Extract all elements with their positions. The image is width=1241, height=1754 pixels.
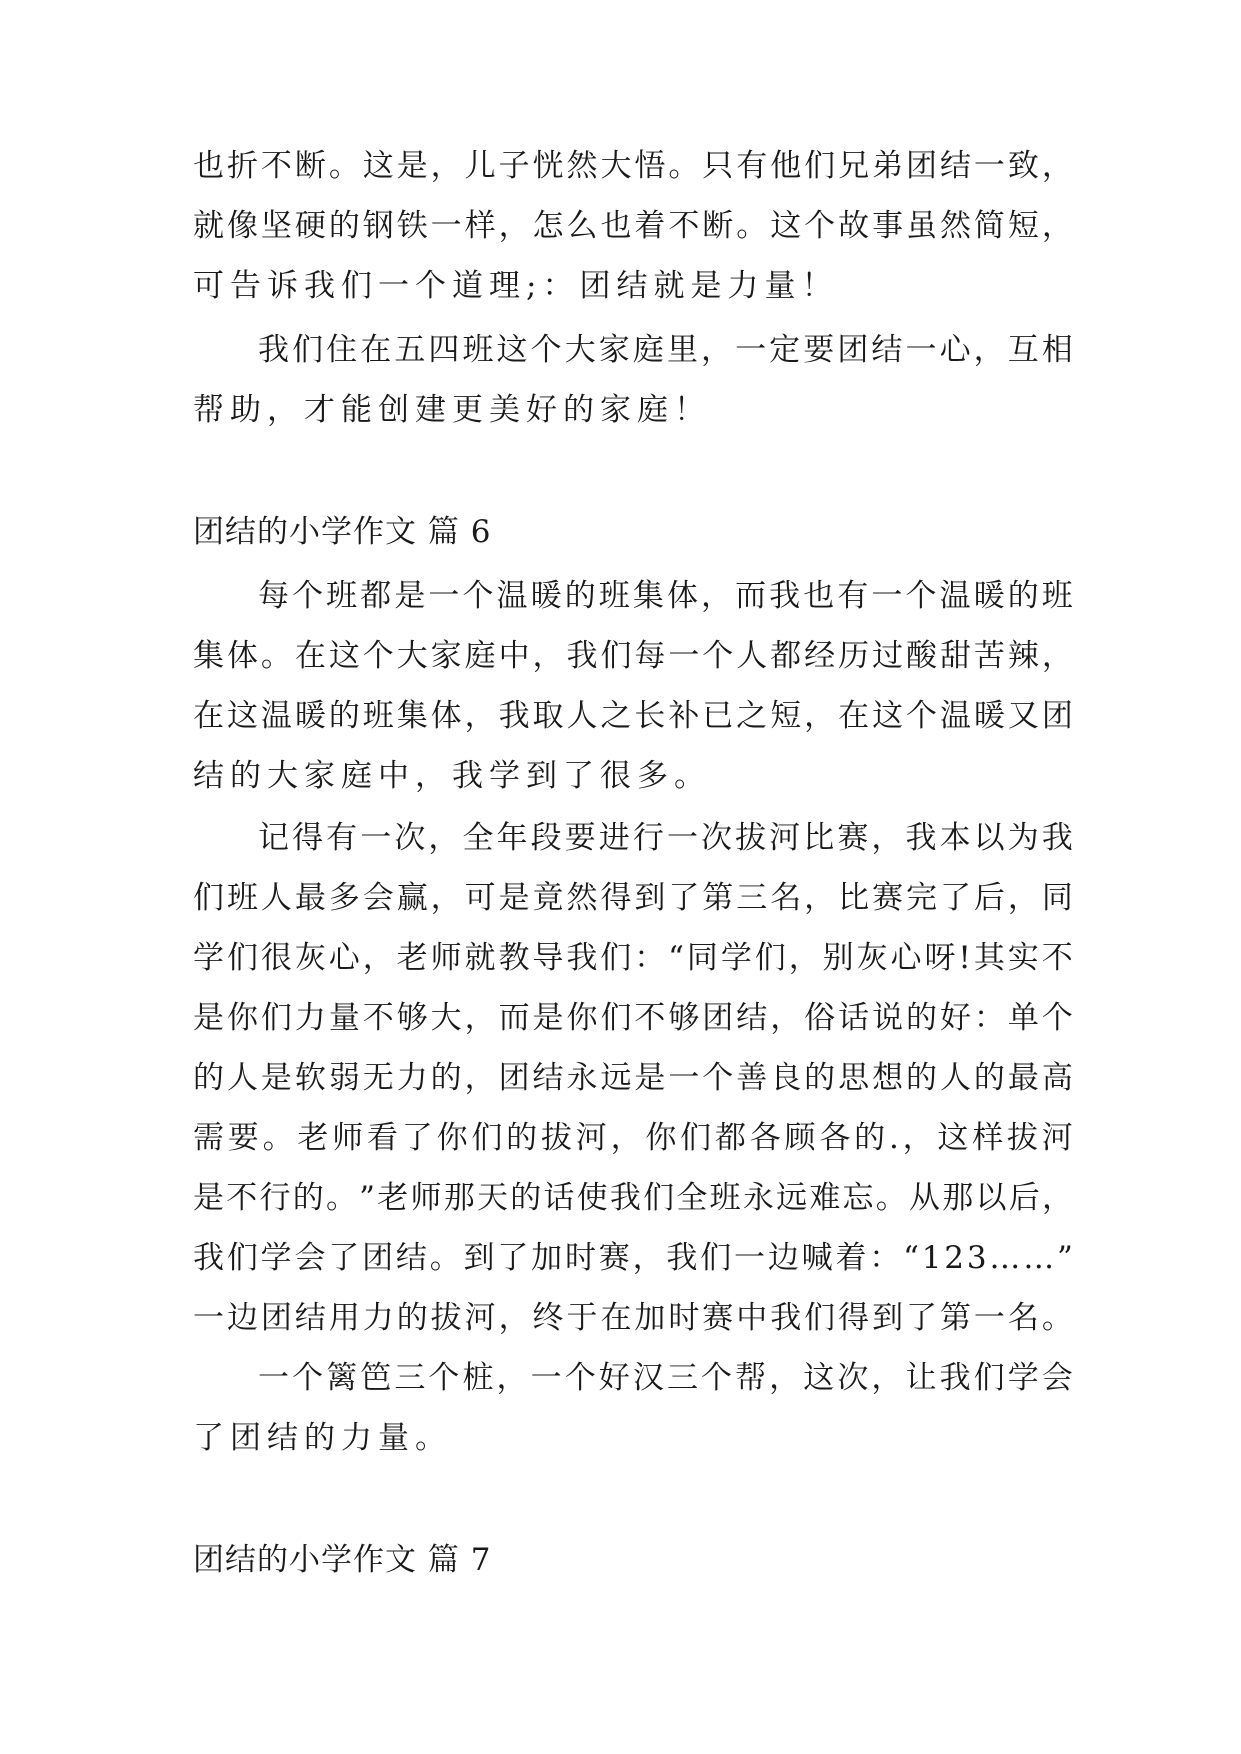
text-line: 可告诉我们一个道理;：团结就是力量！ — [193, 268, 839, 304]
text-line: 了团结的力量。 — [193, 1420, 452, 1456]
section-heading: 团结的小学作文 篇 7 — [193, 1542, 492, 1578]
section-heading: 团结的小学作文 篇 6 — [193, 514, 492, 550]
text-line: 一 边 团 结 用 力 的 拔 河 ， 终 于 在 加 时 赛 中 我 们 得 到 了 第 一 名 。 — [193, 1300, 1073, 1336]
text-line: 记 得 有 一 次 ， 全 年 段 要 进 行 一 次 拔 河 比 赛 ， 我 本 以 为 我 — [258, 820, 1073, 856]
text-line: 们 班 人 最 多 会 赢 ， 可 是 竟 然 得 到 了 第 三 名 ， 比 赛 完 了 后 ， 同 — [193, 880, 1073, 916]
text-line: 是 你 们 力 量 不 够 大 ， 而 是 你 们 不 够 团 结 ， 俗 话 说 的 好 ： 单 个 — [193, 1000, 1073, 1036]
text-line: 就 像 坚 硬 的 钢 铁 一 样 ， 怎 么 也 着 不 断 。 这 个 故 事 虽 然 简 短 ， — [193, 208, 1073, 244]
text-line: 是 不 行 的 。 ” 老 师 那 天 的 话 使 我 们 全 班 永 远 难 忘 。 从 那 以 后 ， — [193, 1180, 1073, 1216]
text-line: 也 折 不 断 。 这 是 ， 儿 子 恍 然 大 悟 。 只 有 他 们 兄 弟 团 结 一 致 ， — [193, 148, 1073, 184]
text-line: 结的大家庭中，我学到了很多。 — [193, 758, 711, 794]
text-line: 需 要 。 老 师 看 了 你 们 的 拔 河 ， 你 们 都 各 顾 各 的 . ， 这 样 拔 河 — [193, 1120, 1073, 1156]
text-line: 的 人 是 软 弱 无 力 的 ， 团 结 永 远 是 一 个 善 良 的 思 想 的 人 的 最 高 — [193, 1060, 1073, 1096]
text-line: 集 体 。 在 这 个 大 家 庭 中 ， 我 们 每 一 个 人 都 经 历 过 酸 甜 苦 辣 ， — [193, 638, 1073, 674]
text-line: 学 们 很 灰 心 ， 老 师 就 教 导 我 们 ： “ 同 学 们 ， 别 灰 心 呀 ! 其 实 不 — [193, 940, 1073, 976]
text-line: 我 们 学 会 了 团 结 。 到 了 加 时 赛 ， 我 们 一 边 喊 着 ： “ 1 2 3 … … ” — [193, 1240, 1073, 1276]
text-line: 帮助，才能创建更美好的家庭！ — [193, 392, 711, 428]
text-line: 在 这 温 暖 的 班 集 体 ， 我 取 人 之 长 补 已 之 短 ， 在 这 个 温 暖 又 团 — [193, 698, 1073, 734]
text-line: 我 们 住 在 五 四 班 这 个 大 家 庭 里 ， 一 定 要 团 结 一 心 ， 互 相 — [258, 332, 1073, 368]
text-line: 一 个 篱 笆 三 个 桩 ， 一 个 好 汉 三 个 帮 ， 这 次 ， 让 我 们 学 会 — [258, 1360, 1073, 1396]
text-line: 每 个 班 都 是 一 个 温 暖 的 班 集 体 ， 而 我 也 有 一 个 温 暖 的 班 — [258, 578, 1073, 614]
